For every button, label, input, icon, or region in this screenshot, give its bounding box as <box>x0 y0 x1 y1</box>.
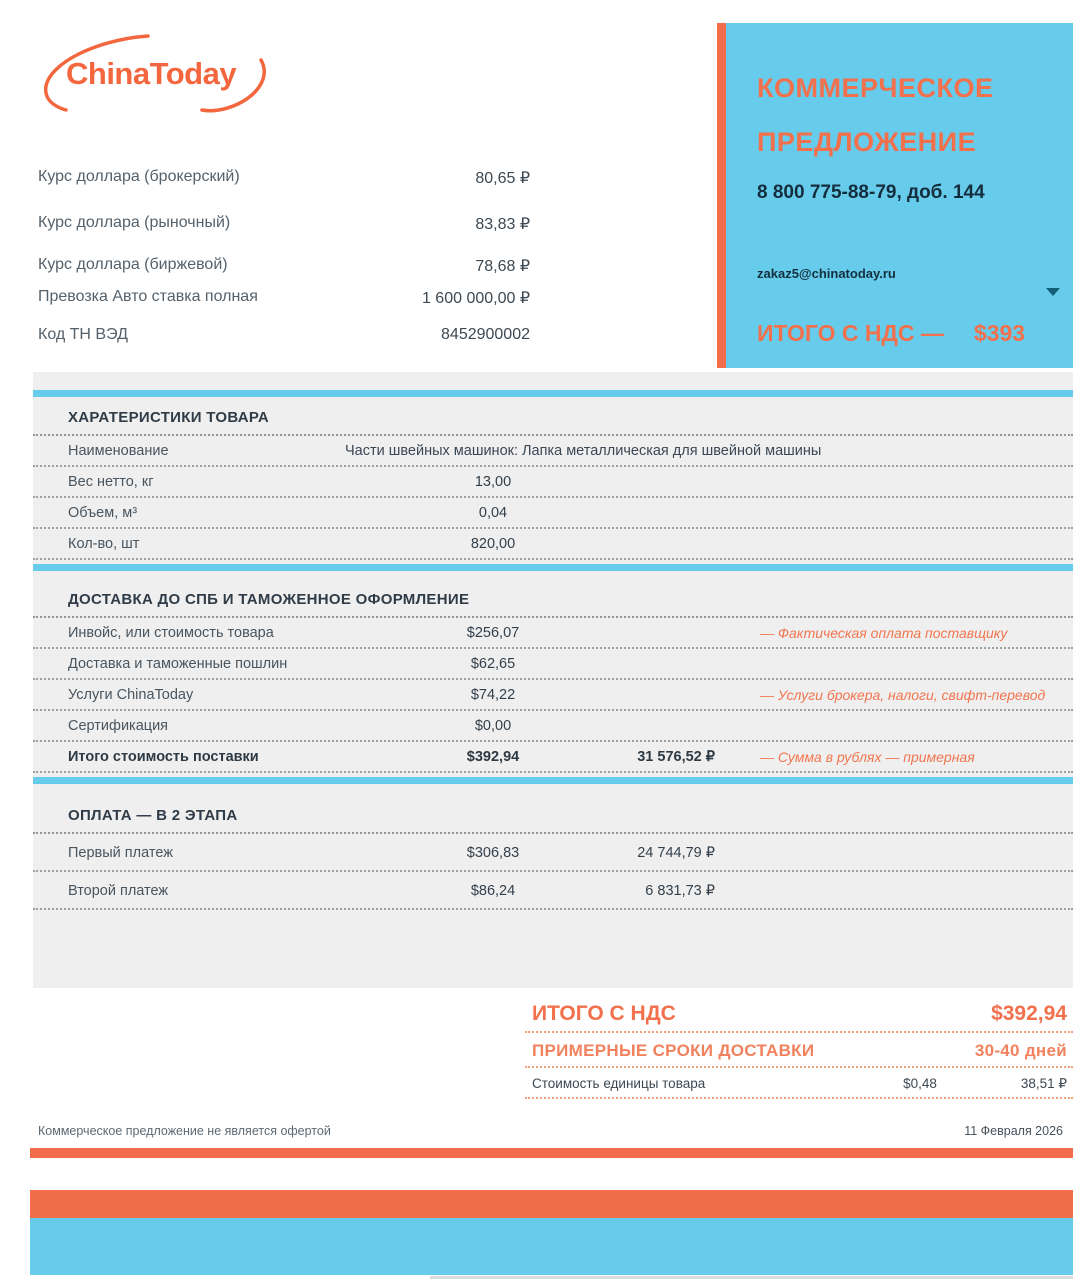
table-row <box>33 529 1073 560</box>
row-annotation: — Сумма в рублях — примерная <box>760 749 975 765</box>
rate-value: 78,68 ₽ <box>475 258 530 275</box>
delivery-time-row <box>525 1033 1073 1068</box>
rate-label: Курс доллара (рыночный) <box>38 214 231 231</box>
row-rub-value: 24 744,79 ₽ <box>637 845 715 861</box>
section-title-text: ХАРАТЕРИСТИКИ ТОВАРА <box>68 409 269 426</box>
total-with-vat-row <box>525 995 1073 1033</box>
page-bottom-edge <box>430 1276 1073 1279</box>
total-value: 30-40 дней <box>974 1041 1067 1060</box>
row-annotation: — Фактическая оплата поставщику <box>760 625 1008 641</box>
section-title-payment <box>33 800 1073 834</box>
rate-row-exchange <box>38 256 530 278</box>
chinatoday-logo <box>36 28 286 128</box>
section-title-characteristics <box>33 404 1073 436</box>
card-title <box>757 61 1059 169</box>
totals-block <box>525 995 1073 1099</box>
row-label: Итого стоимость поставки <box>68 749 259 765</box>
row-label: Доставка и таможенные пошлин <box>68 656 288 672</box>
card-total <box>757 320 1059 347</box>
footer-accent-bar <box>30 1148 1073 1158</box>
footer-disclaimer: Коммерческое предложение не является офертой <box>38 1124 331 1138</box>
total-value: $392,94 <box>991 1002 1067 1025</box>
footer-date: 11 Февраля 2026 <box>964 1124 1063 1138</box>
table-row <box>33 649 1073 680</box>
rate-value: 83,83 ₽ <box>475 216 530 233</box>
table-row <box>33 436 1073 467</box>
unit-price-usd: $0,48 <box>903 1076 937 1091</box>
total-label: ПРИМЕРНЫЕ СРОКИ ДОСТАВКИ <box>532 1041 815 1060</box>
rate-value: 8452900002 <box>441 326 530 343</box>
table-row <box>33 711 1073 742</box>
card-total-label: ИТОГО С НДС — <box>757 320 944 346</box>
phone-number: 8 800 775-88-79, доб. 144 <box>757 182 985 203</box>
table-row <box>33 618 1073 649</box>
total-label: Стоимость единицы товара <box>532 1076 706 1091</box>
row-label: Первый платеж <box>68 845 173 861</box>
row-usd-value: $0,00 <box>474 718 512 734</box>
row-label: Сертификация <box>68 718 169 734</box>
rate-row-broker <box>38 168 530 190</box>
row-usd-value: $74,22 <box>470 687 516 703</box>
section-divider-bar <box>33 564 1073 571</box>
email-address: zakaz5@chinatoday.ru <box>757 266 896 281</box>
section-divider-bar <box>33 777 1073 784</box>
card-total-value: $393 <box>973 320 1026 346</box>
rate-row-auto-freight <box>38 288 530 310</box>
rate-row-tnved-code <box>38 326 530 348</box>
row-usd-value: $306,83 <box>466 845 520 861</box>
row-usd-value: $256,07 <box>466 625 520 641</box>
row-usd-value: $392,94 <box>466 749 520 765</box>
row-label: Наименование <box>68 443 169 459</box>
section-title-delivery <box>33 584 1073 618</box>
rate-label: Курс доллара (брокерский) <box>38 168 240 185</box>
rate-label: Курс доллара (биржевой) <box>38 256 228 273</box>
offer-card <box>726 23 1073 368</box>
row-label: Услуги ChinaToday <box>68 687 194 703</box>
rate-label: Код ТН ВЭД <box>38 326 128 343</box>
footer <box>38 1124 1063 1144</box>
section-title-text: ОПЛАТА — В 2 ЭТАПА <box>68 807 238 824</box>
rate-row-market <box>38 214 530 236</box>
row-rub-value: 6 831,73 ₽ <box>645 883 715 899</box>
rate-value: 1 600 000,00 ₽ <box>421 290 530 307</box>
bottom-orange-bar <box>30 1190 1073 1218</box>
unit-price-rub: 38,51 ₽ <box>1020 1076 1067 1091</box>
details-panel <box>33 372 1073 988</box>
row-value: 13,00 <box>474 474 512 490</box>
card-title-line2: ПРЕДЛОЖЕНИЕ <box>757 127 977 157</box>
row-label: Инвойс, или стоимость товара <box>68 625 274 641</box>
total-label: ИТОГО С НДС <box>532 1002 676 1025</box>
table-row <box>33 680 1073 711</box>
logo-text: ChinaToday <box>66 56 237 91</box>
table-row <box>33 467 1073 498</box>
row-label: Кол-во, шт <box>68 536 140 552</box>
chevron-down-icon[interactable] <box>1046 288 1060 296</box>
table-row-total <box>33 742 1073 773</box>
rate-label: Превозка Авто ставка полная <box>38 288 258 305</box>
row-value: 820,00 <box>470 536 516 552</box>
row-label: Второй платеж <box>68 883 169 899</box>
row-usd-value: $62,65 <box>470 656 516 672</box>
table-row <box>33 872 1073 910</box>
row-value: Части швейных машинок: Лапка металлическая для швейной машины <box>345 443 822 459</box>
section-divider-bar <box>33 390 1073 397</box>
card-accent-bar <box>717 23 726 368</box>
section-title-text: ДОСТАВКА ДО СПБ И ТАМОЖЕННОЕ ОФОРМЛЕНИЕ <box>68 591 470 608</box>
row-rub-value: 31 576,52 ₽ <box>637 749 715 765</box>
row-label: Вес нетто, кг <box>68 474 154 490</box>
row-annotation: — Услуги брокера, налоги, свифт-перевод <box>760 687 1046 703</box>
row-value: 0,04 <box>478 505 508 521</box>
table-row <box>33 498 1073 529</box>
rate-value: 80,65 ₽ <box>475 170 530 187</box>
row-usd-value: $86,24 <box>470 883 516 899</box>
row-label: Объем, м³ <box>68 505 138 521</box>
card-title-line1: КОММЕРЧЕСКОЕ <box>757 73 994 103</box>
table-row <box>33 834 1073 872</box>
unit-price-row <box>525 1068 1073 1099</box>
bottom-blue-bar <box>30 1218 1073 1275</box>
